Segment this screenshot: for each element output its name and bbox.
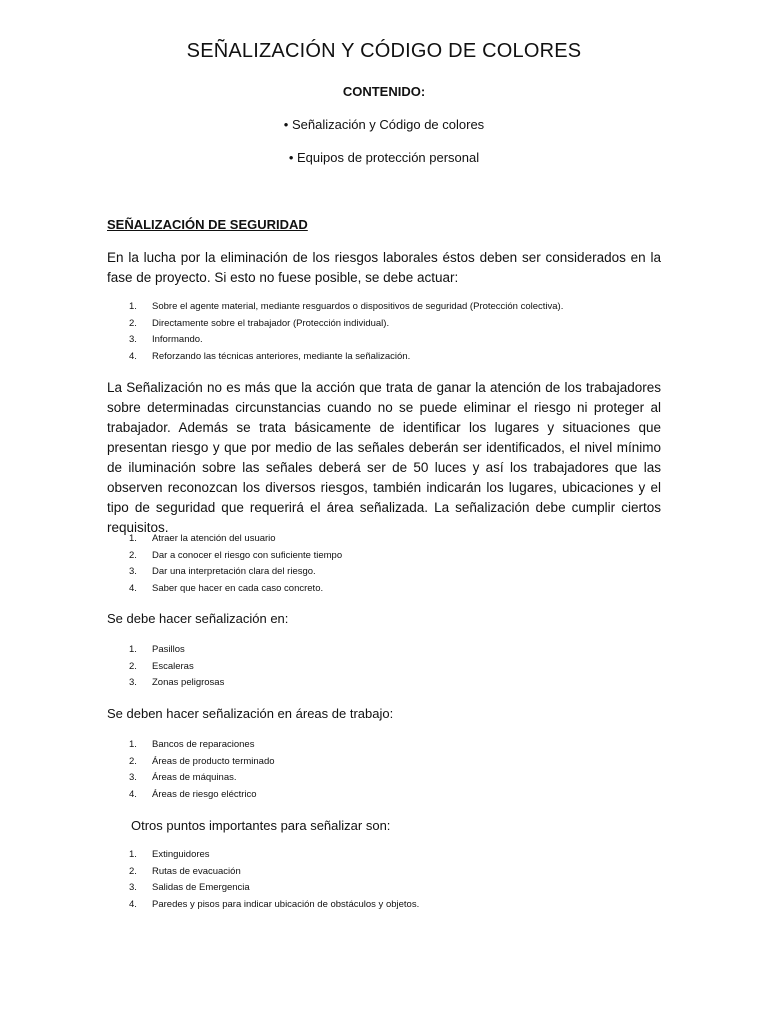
list-text: Bancos de reparaciones xyxy=(152,739,255,750)
list-number: 4. xyxy=(129,789,137,801)
other-points-heading: Otros puntos importantes para señalizar son: xyxy=(131,818,391,833)
list-text: Escaleras xyxy=(152,660,194,672)
list-text: Dar una interpretación clara del riesgo. xyxy=(152,566,316,578)
contents-item: • Equipos de protección personal xyxy=(288,150,480,165)
list-text: Zonas peligrosas xyxy=(152,677,225,689)
list-number: 1. xyxy=(129,644,137,655)
list-text: Sobre el agente material, mediante resguardos o dispositivos de seguridad (Protección colectiva). xyxy=(152,301,564,312)
intro-paragraph: En la lucha por la eliminación de los riesgos laborales éstos deben ser considerados en la fase de proyecto. Si esto no fuese posible, se debe actuar: xyxy=(107,250,661,285)
list-text: Áreas de producto terminado xyxy=(152,755,275,767)
section-heading: SEÑALIZACIÓN DE SEGURIDAD xyxy=(107,217,308,232)
list-number: 1. xyxy=(129,301,137,312)
list-item xyxy=(129,880,419,897)
list-number: 4. xyxy=(129,351,137,363)
list-text: Paredes y pisos para indicar ubicación de obstáculos y objetos. xyxy=(152,899,420,911)
list-item xyxy=(129,299,563,316)
list-number: 2. xyxy=(129,865,137,877)
list-number: 3. xyxy=(129,566,137,578)
list-text: Atraer la atención del usuario xyxy=(152,533,276,544)
list-number: 3. xyxy=(129,334,137,346)
list-item xyxy=(129,770,275,787)
contents-item: • Señalización y Código de colores xyxy=(283,117,485,132)
list-number: 4. xyxy=(129,583,137,595)
list-item xyxy=(129,897,419,914)
list-number: 2. xyxy=(129,549,137,561)
contents-heading: CONTENIDO: xyxy=(342,84,426,99)
list-number: 2. xyxy=(129,317,137,329)
list-item xyxy=(129,659,224,676)
list-text: Extinguidores xyxy=(152,849,210,860)
list-number: 1. xyxy=(129,533,137,544)
list-text: Áreas de máquinas. xyxy=(152,772,237,784)
list-number: 1. xyxy=(129,849,137,860)
list-item xyxy=(129,349,563,366)
list-text: Saber que hacer en cada caso concreto. xyxy=(152,583,324,595)
work-areas-heading: Se deben hacer señalización en áreas de trabajo: xyxy=(107,706,394,721)
list-number: 3. xyxy=(129,882,137,894)
list-item xyxy=(129,864,419,881)
list-item xyxy=(129,754,275,771)
actions-list xyxy=(129,299,563,366)
list-number: 1. xyxy=(129,739,137,750)
list-item xyxy=(129,548,342,565)
document-title: SEÑALIZACIÓN Y CÓDIGO DE COLORES xyxy=(186,40,582,62)
list-text: Directamente sobre el trabajador (Protección individual). xyxy=(152,317,390,329)
definition-paragraph: La Señalización no es más que la acción que trata de ganar la atención de los trabajadores sobre determinadas circunstancias cuando no se puede eliminar el riesgo ni proteger al trabajador. Además se trata básicamente de identificar los lugares y situaciones que presentan riesgo y que por medio de las señales deberán ser identificados, el nivel mínimo de iluminación sobre las señales deberá ser de 50 luces y así los trabajadores que las observen reconozcan los diversos riesgos, también indicarán los lugares, ubicaciones y el tipo de seguridad que requerirá el área señalizada. La señalización debe cumplir ciertos requisitos. xyxy=(107,380,661,535)
places-list xyxy=(129,642,224,692)
list-text: Informando. xyxy=(152,334,203,346)
list-text: Salidas de Emergencia xyxy=(152,882,250,894)
list-number: 4. xyxy=(129,899,137,911)
list-item xyxy=(129,675,224,692)
list-item xyxy=(129,316,563,333)
list-text: Rutas de evacuación xyxy=(152,865,241,877)
list-item xyxy=(129,787,275,804)
list-item xyxy=(129,642,224,659)
list-item xyxy=(129,737,275,754)
list-number: 2. xyxy=(129,755,137,767)
list-text: Reforzando las técnicas anteriores, mediante la señalización. xyxy=(152,351,411,363)
other-points-list xyxy=(129,847,419,914)
list-item xyxy=(129,564,342,581)
list-number: 2. xyxy=(129,660,137,672)
list-text: Pasillos xyxy=(152,644,185,655)
places-heading: Se debe hacer señalización en: xyxy=(107,611,289,626)
list-item xyxy=(129,531,342,548)
list-item xyxy=(129,332,563,349)
list-item xyxy=(129,847,419,864)
work-areas-list xyxy=(129,737,275,804)
list-number: 3. xyxy=(129,677,137,689)
list-text: Dar a conocer el riesgo con suficiente tiempo xyxy=(152,549,343,561)
requirements-list xyxy=(129,531,342,598)
list-number: 3. xyxy=(129,772,137,784)
list-text: Áreas de riesgo eléctrico xyxy=(152,789,257,801)
list-item xyxy=(129,581,342,598)
